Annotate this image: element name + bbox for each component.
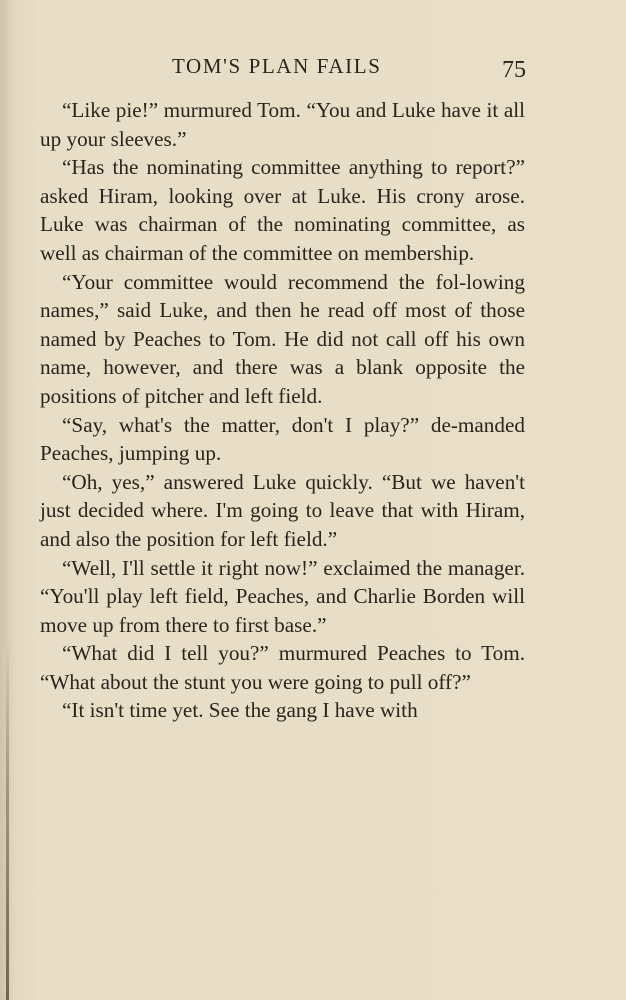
paragraph: “Your committee would recommend the fol-lowing names,” said Luke, and then he read off most of those named by Peaches to Tom. He did not call off his own name, however, and there was a blank opposite the positions of pitcher and left field. xyxy=(40,269,525,408)
paragraph: “Oh, yes,” answered Luke quickly. “But we haven't just decided where. I'm going to leave that with Hiram, and also the position for left field.” xyxy=(40,469,525,551)
page-gutter-shadow xyxy=(6,640,9,1000)
running-head: TOM'S PLAN FAILS xyxy=(172,54,382,78)
paragraph: “Say, what's the matter, don't I play?” de-manded Peaches, jumping up. xyxy=(40,412,525,466)
paragraph: “Well, I'll settle it right now!” exclaimed the manager. “You'll play left field, Peaches, and Charlie Borden will move up from there to first base.” xyxy=(40,555,525,637)
body-text xyxy=(40,96,525,725)
page-header xyxy=(0,52,626,92)
page-number: 75 xyxy=(502,57,526,83)
paragraph: “What did I tell you?” murmured Peaches to Tom. “What about the stunt you were going to pull off?” xyxy=(40,641,525,694)
paragraph-last-line: “It isn't time yet. See the gang I have with xyxy=(62,698,418,723)
paragraph: “Has the nominating committee anything to report?” asked Hiram, looking over at Luke. His crony arose. Luke was chairman of the nominating committee, as well as chairman of the committee on membership. xyxy=(40,155,525,265)
paragraph: “Like pie!” murmured Tom. “You and Luke have it all up your sleeves.” xyxy=(40,98,525,151)
